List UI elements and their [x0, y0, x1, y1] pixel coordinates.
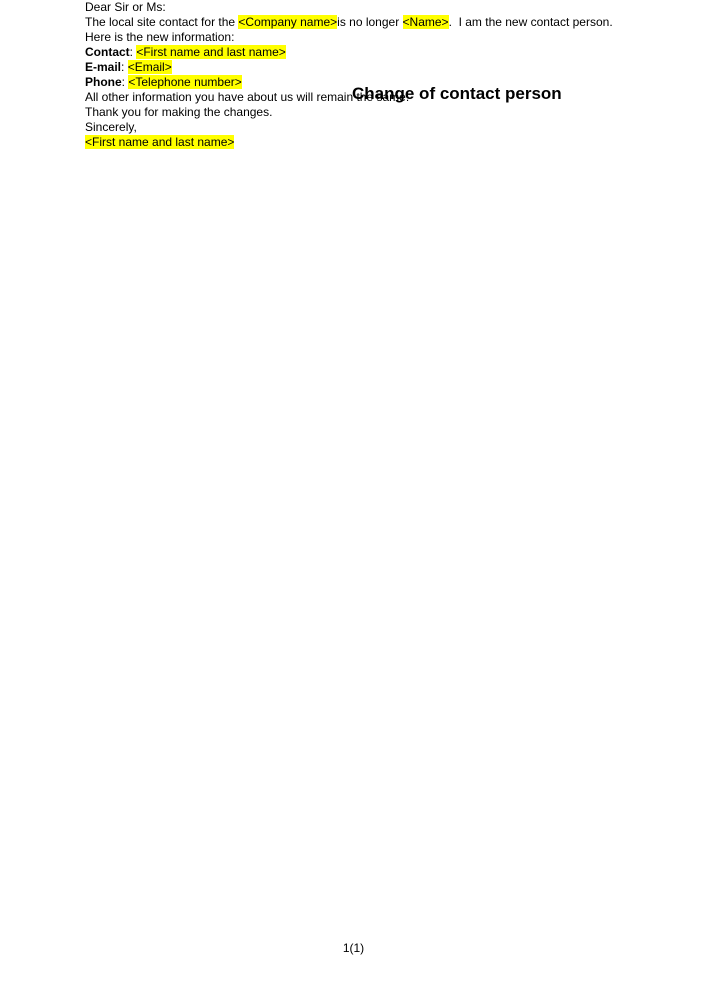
thanks-paragraph [85, 105, 640, 120]
intro-text-between: is no longer [337, 15, 403, 29]
intro-paragraph [85, 15, 640, 45]
salutation [85, 0, 640, 15]
contact-name-placeholder[interactable]: <First name and last name> [136, 45, 286, 59]
email-field-row [85, 60, 640, 75]
closing-text: Sincerely, [85, 120, 137, 134]
contact-field-row [85, 45, 640, 60]
salutation-text: Dear Sir or Ms: [85, 0, 166, 14]
phone-field-row [85, 75, 640, 90]
intro-text-before-company: The local site contact for the [85, 15, 239, 29]
remain-paragraph [85, 90, 640, 105]
email-placeholder[interactable]: <Email> [127, 60, 172, 74]
remain-text: All other information you have about us will remain the same. [85, 90, 410, 104]
closing [85, 120, 640, 135]
phone-field-separator: : [121, 75, 129, 89]
intro-text-after: . I am the new contact person. [448, 15, 613, 29]
signature-name-placeholder[interactable]: <First name and last name> [85, 135, 235, 149]
contact-field-label: Contact [85, 45, 130, 59]
document-title: Change of contact person [352, 84, 562, 103]
phone-field-label: Phone [85, 75, 122, 89]
intro-second-line: Here is the new information: [85, 30, 235, 44]
phone-number-placeholder[interactable]: <Telephone number> [128, 75, 242, 89]
name-placeholder[interactable]: <Name> [402, 15, 449, 29]
email-field-separator: : [121, 60, 128, 74]
page-number: 1(1) [342, 941, 365, 955]
contact-field-separator: : [129, 45, 137, 59]
letter-body [85, 0, 640, 150]
email-field-label: E-mail [85, 60, 122, 74]
signature-line [85, 135, 640, 150]
page-footer [0, 941, 707, 956]
company-name-placeholder[interactable]: <Company name> [238, 15, 338, 29]
thanks-text: Thank you for making the changes. [85, 105, 273, 119]
